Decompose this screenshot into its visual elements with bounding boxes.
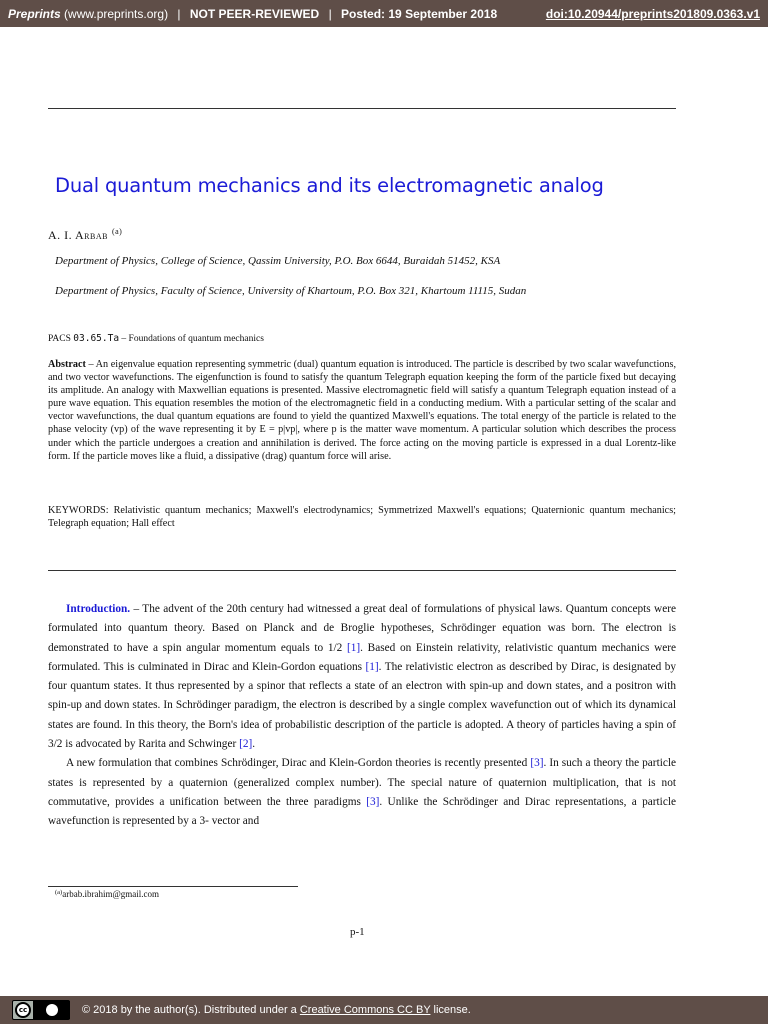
header-left [8,7,497,21]
affiliation-1: Department of Physics, College of Science, Qassim University, P.O. Box 6644, Buraidah 51452, KSA [55,255,501,267]
author-name: A. I. Arbab [48,228,108,242]
license-footer-bar [0,996,768,1024]
license-text-pre: © 2018 by the author(s). Distributed under a [82,1004,297,1016]
body-rule [48,570,676,571]
intro-text: – The advent of the 20th century had witnessed a great deal of formulations of physical laws. Quantum concepts were formulated into quantum theory. Based on Planck and de Broglie hypotheses, Schrödinger equation was born. The electron is demonstrated to have a spin angular momentum equals to 1/2 [48,603,676,654]
cc-logo-icon: cc [15,1002,31,1018]
citation-link[interactable]: [3] [530,757,544,770]
citation-link[interactable]: [2] [239,738,253,751]
footnote-rule [48,886,298,887]
by-attribution-icon [33,1001,70,1019]
intro-text: . [252,738,256,751]
header-separator: | [177,6,181,21]
pacs-label: PACS [48,334,71,344]
intro-text: . Based on Einstein relativity, relativistic quantum mechanics were formulated. This is culminated in Dirac and Klein-Gordon equations [48,641,677,673]
posted-date: Posted: 19 September 2018 [341,6,498,21]
preprints-site[interactable]: (www.preprints.org) [64,6,169,21]
intro-text: . Unlike the Schrödinger and Dirac representations, a particle wavefunction is represented by a 3- vector and [48,795,676,828]
preprint-header-bar [0,0,768,27]
cc-by-badge-icon[interactable] [12,1000,70,1020]
keywords: KEYWORDS: Relativistic quantum mechanics; Maxwell's electrodynamics; Symmetrized Maxwell's equations; Quaternionic quantum mechanics; Telegraph equation; Hall effect [48,505,676,529]
license-link[interactable]: Creative Commons CC BY [299,1004,431,1016]
intro-heading: Introduction. [66,603,131,615]
license-text [82,1004,471,1016]
citation-link[interactable]: [3] [366,795,380,808]
footnote-email[interactable]: arbab.ibrahim@gmail.com [62,889,159,899]
page-number: p-1 [350,926,365,938]
intro-paragraph-1 [48,600,676,754]
pacs-code: 03.65.Ta [73,333,120,344]
review-status: NOT PEER-REVIEWED [189,6,320,21]
intro-text: . In such a theory the particle states is represented by a quaternion (generalized complex number). The special nature of quaternion multiplication, that is not commutative, provides a unification between the three paradigms [48,757,677,808]
author-line [48,227,122,243]
license-text-post: license. [433,1004,471,1016]
footnote [55,889,159,899]
abstract-text: – An eigenvalue equation representing symmetric (dual) quantum equation is introduced. The particle is described by two scalar wavefunctions, and two vector wavefunctions. The eigenfunction is found to satisfy the quantum Telegraph equation keeping the form of the particle fixed but decaying its amplitude. An analogy with Maxwellian equations is presented. Massive electromagnetic field will satisfy a quantum Telegraph equation instead of a pure wave equation. This equation resembles the motion of the electromagnetic field in a conducting medium. With a particular setting of the scalar and vector wavefunctions, the dual quantum equations are found to yield the quantized Maxwell's equations. The total energy of the particle is related to the phase velocity (vp) of the wave representing it by E = p|vp|, where p is the matter wave momentum. A particular solution which describes the process under which the particle undergoes a creation and annihilation is derived. The force acting on the moving particle is expressed in a dual Lorentz-like form. If the particle moves like a fluid, a dissipative (drag) quantum force will arise. [48,359,677,462]
footnote-mark: (a) [55,889,63,896]
intro-text: . The relativistic electron as described by Dirac, is designated by four quantum states. It thus represented by a spinor that reflects a state of an electron with spin-up and down states, and a positron with spin-up and down states. In Schrödinger paradigm, the electron is described by a single complex wavefunction out of which its dynamical states are found. In this theory, the Born's idea of probabilistic description of the particle is adopted. A theory of particles having a spin of 3/2 is advocated by Rarita and Schwinger [48,660,676,751]
intro-text: A new formulation that combines Schrödinger, Dirac and Klein-Gordon theories is recently presented [66,757,528,770]
citation-link[interactable]: [1] [365,660,379,673]
title-rule-top [48,108,676,109]
pacs-line [48,333,264,344]
author-footnote-mark: (a) [111,227,123,236]
pacs-description: – Foundations of quantum mechanics [121,334,264,344]
abstract-label: Abstract [48,359,86,370]
abstract [48,358,676,463]
person-icon [46,1004,58,1016]
paper-title: Dual quantum mechanics and its electromagnetic analog [55,174,604,197]
preprints-brand[interactable]: Preprints [8,6,61,21]
header-separator: | [328,6,332,21]
introduction-body [48,600,676,832]
citation-link[interactable]: [1] [346,641,361,654]
affiliation-2: Department of Physics, Faculty of Science, University of Khartoum, P.O. Box 321, Khartoum 11115, Sudan [55,285,527,297]
intro-paragraph-2 [48,754,676,831]
doi-link[interactable]: doi:10.20944/preprints201809.0363.v1 [545,6,760,21]
